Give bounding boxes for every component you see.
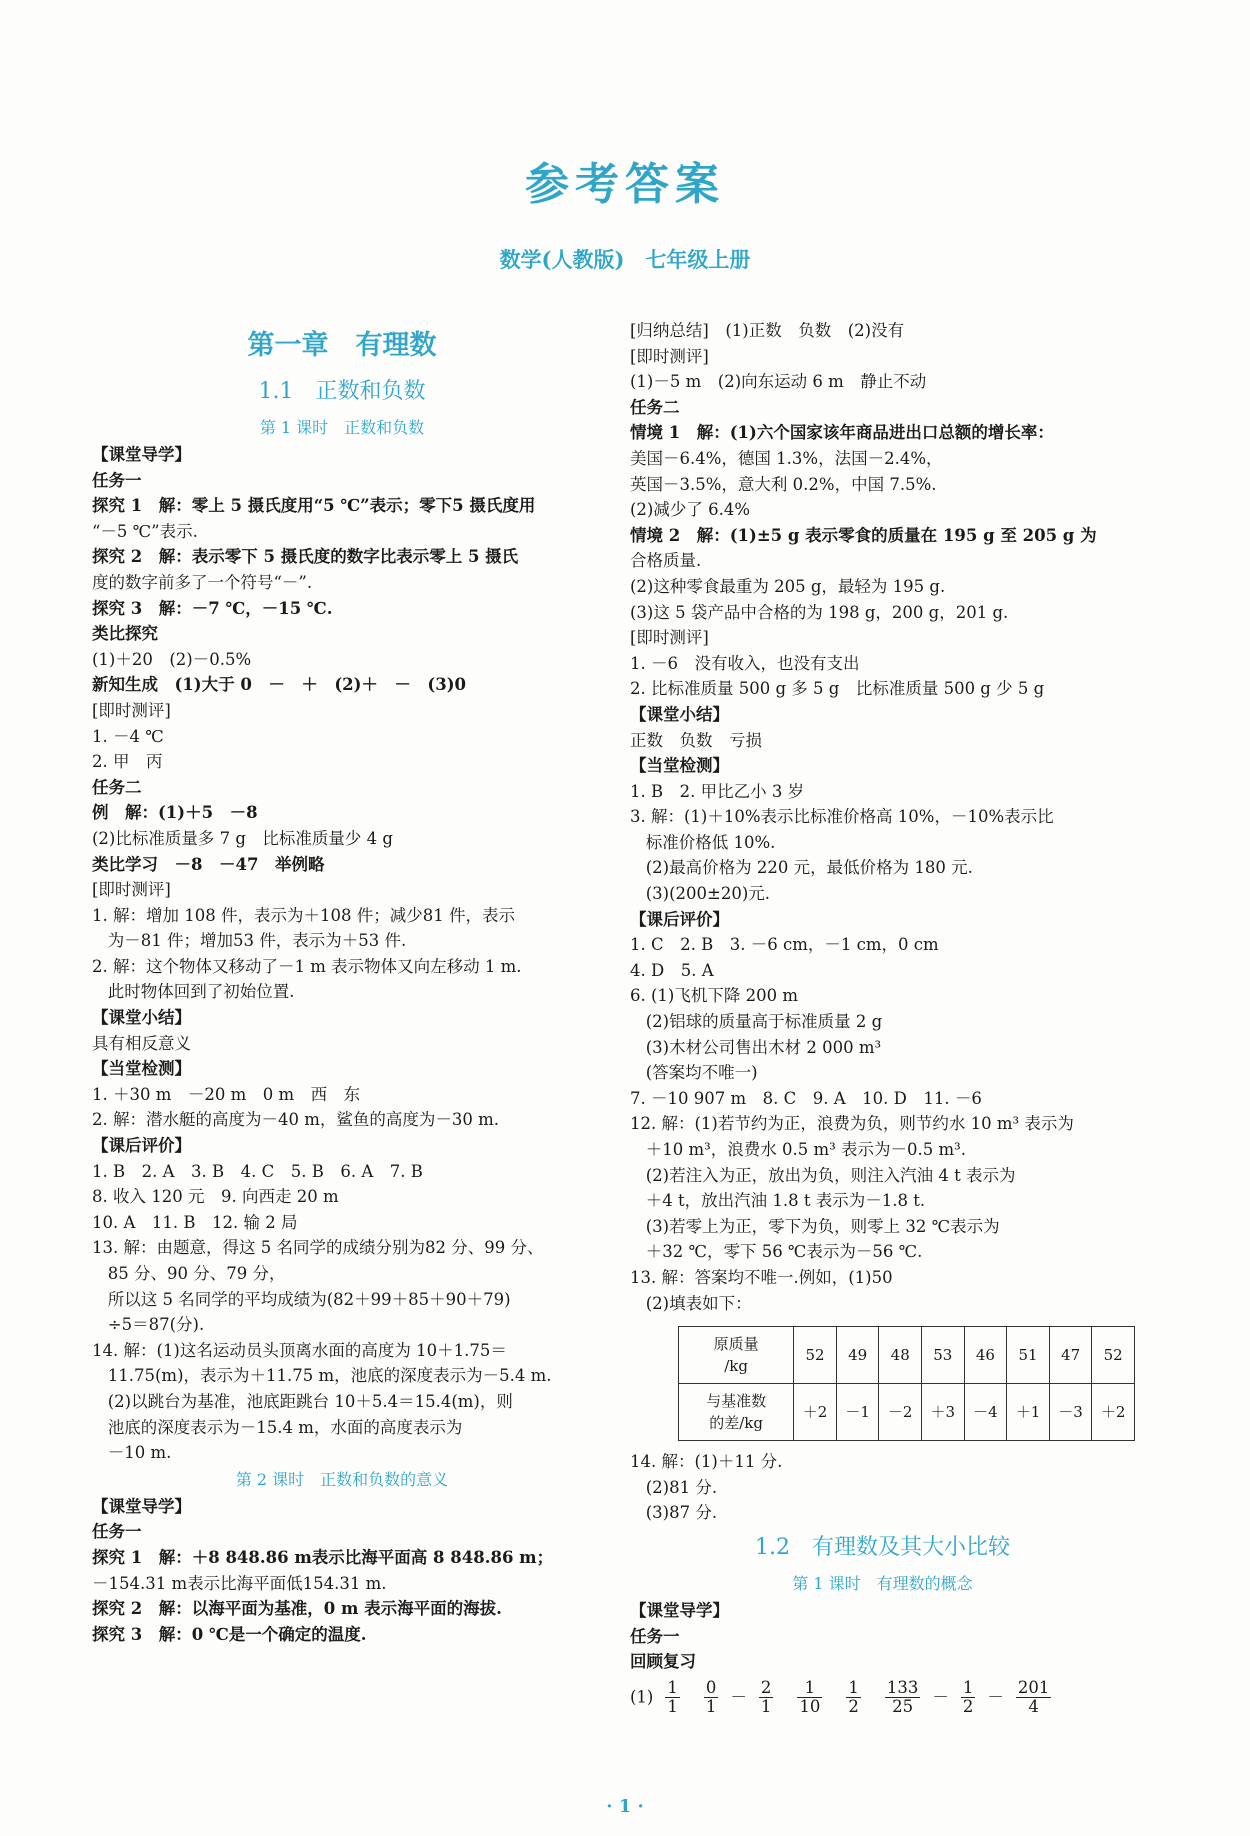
answer-line: 【课后评价】 bbox=[92, 1136, 191, 1156]
lesson-heading: 第 1 课时 正数和负数 bbox=[259, 418, 425, 437]
answer-line: 新知生成 (1)大于 0 － ＋ (2)＋ － (3)0 bbox=[92, 675, 466, 695]
fraction bbox=[759, 1679, 774, 1716]
answer-line: 此时物体回到了初始位置. bbox=[92, 982, 295, 1002]
fraction-denominator: 1 bbox=[705, 1696, 717, 1716]
answer-line: ＋10 m³，浪费水 0.5 m³ 表示为－0.5 m³. bbox=[630, 1140, 966, 1159]
answer-block bbox=[92, 1494, 592, 1648]
answer-line: －154.31 m表示比海平面低154.31 m. bbox=[92, 1573, 387, 1593]
answer-line: 11.75(m)，表示为＋11.75 m，池底的深度表示为－5.4 m. bbox=[92, 1366, 552, 1386]
fraction-sign: (1) bbox=[630, 1687, 654, 1707]
answer-line: 任务一 bbox=[630, 1626, 680, 1646]
answer-line: (2)填表如下： bbox=[630, 1293, 752, 1313]
answer-line: 2. 解：这个物体又移动了－1 m 表示物体又向左移动 1 m. bbox=[92, 956, 522, 976]
table-cell: 48 bbox=[879, 1327, 922, 1384]
table-cell: －2 bbox=[879, 1384, 922, 1441]
fraction-denominator: 1 bbox=[667, 1696, 678, 1716]
answer-line: 【课堂导学】 bbox=[630, 1600, 729, 1620]
answer-line: 探究 1 解：零上 5 摄氏度用“5 ℃”表示；零下5 摄氏度用 bbox=[92, 496, 536, 516]
answer-line: “－5 ℃”表示. bbox=[92, 521, 198, 541]
answer-line: 回顾复习 bbox=[630, 1652, 696, 1672]
answer-line: 2. 甲 丙 bbox=[92, 752, 163, 772]
fraction-numerator: 1 bbox=[667, 1677, 678, 1697]
fraction-denominator: 2 bbox=[848, 1696, 859, 1716]
answer-line: 探究 1 解：＋8 848.86 m表示比海平面高 8 848.86 m； bbox=[92, 1547, 554, 1567]
answer-line: (3)若零上为正，零下为负，则零上 32 ℃表示为 bbox=[630, 1216, 1000, 1236]
answer-line: 1. ＋30 m －20 m 0 m 西 东 bbox=[92, 1084, 361, 1104]
answer-line: 【课堂导学】 bbox=[92, 445, 191, 464]
answer-block bbox=[630, 1598, 1135, 1675]
table-cell: 53 bbox=[922, 1327, 965, 1384]
answer-line: 【课堂小结】 bbox=[92, 1008, 191, 1028]
answer-line: (2)以跳台为基准，池底距跳台 10＋5.4＝15.4(m)，则 bbox=[92, 1391, 513, 1411]
answer-line: (3)木材公司售出木材 2 000 m³ bbox=[630, 1037, 882, 1057]
fraction-denominator: 4 bbox=[1028, 1696, 1039, 1716]
answer-line: [即时测评] bbox=[630, 346, 709, 366]
answer-line: 任务二 bbox=[92, 777, 142, 797]
answer-line: (答案均不唯一) bbox=[630, 1063, 758, 1083]
table-cell: 52 bbox=[1092, 1327, 1135, 1384]
answer-line: 具有相反意义 bbox=[92, 1033, 191, 1053]
answer-line: 【课堂导学】 bbox=[92, 1496, 191, 1516]
fraction bbox=[885, 1679, 921, 1716]
answer-line: 度的数字前多了一个符号“－”. bbox=[92, 572, 313, 592]
fraction bbox=[961, 1679, 976, 1716]
answer-line: ÷5＝87(分). bbox=[92, 1315, 205, 1335]
answer-line: (2)铝球的质量高于标准质量 2 g bbox=[630, 1012, 883, 1032]
answer-line: 所以这 5 名同学的平均成绩为(82＋99＋85＋90＋79) bbox=[92, 1289, 511, 1309]
answer-line: 3. 解：(1)＋10%表示比标准价格高 10%，－10%表示比 bbox=[630, 807, 1054, 827]
answer-line: 【课后评价】 bbox=[630, 909, 729, 929]
answer-line: (2)减少了 6.4% bbox=[630, 500, 751, 520]
table-row bbox=[679, 1384, 1135, 1441]
fraction-numerator: 201 bbox=[1017, 1677, 1050, 1697]
fraction bbox=[1016, 1679, 1052, 1716]
answer-line: 池底的深度表示为－15.4 m，水面的高度表示为 bbox=[92, 1417, 463, 1437]
answer-line: 14. 解：(1)这名运动员头顶离水面的高度为 10＋1.75＝ bbox=[92, 1340, 507, 1360]
answer-line: 任务一 bbox=[92, 1522, 142, 1542]
answer-line: 14. 解：(1)＋11 分. bbox=[630, 1452, 783, 1472]
fraction-denominator: 25 bbox=[892, 1696, 914, 1716]
table-cell: ＋1 bbox=[1007, 1384, 1050, 1441]
chapter-heading: 第一章 有理数 bbox=[247, 330, 437, 361]
table-cell: 46 bbox=[964, 1327, 1007, 1384]
fraction bbox=[665, 1679, 680, 1716]
answer-line: 例 解：(1)＋5 －8 bbox=[92, 803, 258, 823]
answer-line: [即时测评] bbox=[92, 700, 171, 720]
answer-line: (2)若注入为正，放出为负，则注入汽油 4 t 表示为 bbox=[630, 1165, 1016, 1185]
page-number: · 1 · bbox=[606, 1796, 644, 1817]
fraction-denominator: 1 bbox=[760, 1696, 772, 1716]
answer-line: (3)(200±20)元. bbox=[630, 884, 771, 904]
answer-line: 85 分、90 分、79 分， bbox=[92, 1264, 286, 1283]
answer-line: 美国－6.4%，德国 1.3%，法国－2.4%， bbox=[630, 448, 943, 468]
lesson-heading: 第 2 课时 正数和负数的意义 bbox=[235, 1469, 449, 1489]
answer-line: 1. C 2. B 3. －6 cm，－1 cm，0 cm bbox=[630, 935, 939, 955]
answer-line: 1. B 2. A 3. B 4. C 5. B 6. A 7. B bbox=[92, 1161, 423, 1181]
table-cell: －3 bbox=[1049, 1384, 1092, 1441]
answer-line: 【课堂小结】 bbox=[630, 704, 729, 724]
fraction-numerator: 133 bbox=[886, 1677, 919, 1697]
lesson-heading: 第 1 课时 有理数的概念 bbox=[792, 1573, 973, 1593]
fraction-numerator: 1 bbox=[848, 1677, 859, 1697]
table-header-cell: 原质量 /kg bbox=[679, 1327, 794, 1384]
section-heading: 1.2 有理数及其大小比较 bbox=[755, 1534, 1010, 1560]
table-cell: 52 bbox=[794, 1327, 837, 1384]
fraction-numerator: 1 bbox=[962, 1677, 974, 1697]
answer-line: 7. －10 907 m 8. C 9. A 10. D 11. －6 bbox=[630, 1088, 982, 1108]
answer-line: 1. －4 ℃ bbox=[92, 726, 164, 746]
section-heading: 1.1 正数和负数 bbox=[258, 379, 426, 404]
left-column bbox=[92, 318, 592, 1647]
answer-line: 探究 3 解：0 ℃是一个确定的温度. bbox=[92, 1624, 367, 1644]
answer-line: 合格质量. bbox=[630, 551, 702, 571]
answer-line: (1)＋20 (2)－0.5% bbox=[92, 649, 252, 669]
answer-line: ＋4 t，放出汽油 1.8 t 表示为－1.8 t. bbox=[630, 1191, 926, 1211]
answer-line: 13. 解：答案均不唯一.例如，(1)50 bbox=[630, 1267, 893, 1287]
answer-line: 情境 1 解：(1)六个国家该年商品进出口总额的增长率： bbox=[630, 423, 1054, 443]
table-cell: ＋2 bbox=[1092, 1384, 1135, 1441]
answer-line: 标准价格低 10%. bbox=[630, 832, 776, 852]
answer-line: 10. A 11. B 12. 输 2 局 bbox=[92, 1212, 298, 1232]
fraction-numerator: 0 bbox=[705, 1677, 717, 1697]
table-cell: 47 bbox=[1049, 1327, 1092, 1384]
answer-line: [即时测评] bbox=[92, 880, 171, 900]
answer-line: 6. (1)飞机下降 200 m bbox=[630, 986, 798, 1006]
answer-line: 2. 解：潜水艇的高度为－40 m，鲨鱼的高度为－30 m. bbox=[92, 1110, 500, 1130]
answer-line: 8. 收入 120 元 9. 向西走 20 m bbox=[92, 1187, 339, 1207]
right-column bbox=[630, 318, 1135, 1716]
fraction-sign: － bbox=[932, 1687, 949, 1707]
answer-line: 类比学习 －8 －47 举例略 bbox=[92, 854, 325, 874]
answer-line: (3)这 5 袋产品中合格的为 198 g，200 g，201 g. bbox=[630, 602, 1009, 622]
answer-line: 探究 2 解：表示零下 5 摄氏度的数字比表示零上 5 摄氏 bbox=[92, 547, 519, 567]
answer-line: [归纳总结] (1)正数 负数 (2)没有 bbox=[630, 321, 905, 340]
answer-line: 任务一 bbox=[92, 470, 142, 490]
fraction-list bbox=[630, 1679, 1135, 1716]
fraction-sign: － bbox=[730, 1687, 747, 1707]
answer-line: 为－81 件；增加53 件，表示为＋53 件. bbox=[92, 931, 407, 951]
answer-line: 4. D 5. A bbox=[630, 960, 714, 980]
fraction-sign: － bbox=[987, 1687, 1004, 1707]
table-cell: ＋2 bbox=[794, 1384, 837, 1441]
answer-line: 类比探究 bbox=[92, 624, 158, 644]
answer-block bbox=[630, 1449, 1135, 1526]
table-cell: 51 bbox=[1007, 1327, 1050, 1384]
answer-line: (2)比标准质量多 7 g 比标准质量少 4 g bbox=[92, 828, 393, 848]
table-cell: ＋3 bbox=[922, 1384, 965, 1441]
answer-block bbox=[92, 442, 592, 1466]
table-row bbox=[679, 1327, 1135, 1384]
answer-line: 探究 3 解：－7 ℃，－15 ℃. bbox=[92, 598, 333, 618]
fraction-denominator: 2 bbox=[962, 1696, 974, 1716]
answer-line: －10 m. bbox=[92, 1443, 172, 1463]
answer-line: (2)这种零食最重为 205 g，最轻为 195 g. bbox=[630, 576, 946, 596]
answer-line: (1)－5 m (2)向东运动 6 m 静止不动 bbox=[630, 372, 927, 392]
data-table bbox=[678, 1326, 1135, 1441]
answer-line: 【当堂检测】 bbox=[92, 1059, 191, 1079]
answer-line: (2)81 分. bbox=[630, 1477, 718, 1497]
answer-line: 1. －6 没有收入，也没有支出 bbox=[630, 653, 860, 673]
answer-line: (2)最高价格为 220 元，最低价格为 180 元. bbox=[630, 858, 973, 878]
answer-line: 1. 解：增加 108 件，表示为＋108 件；减少81 件，表示 bbox=[92, 905, 515, 925]
answer-line: 2. 比标准质量 500 g 多 5 g 比标准质量 500 g 少 5 g bbox=[630, 679, 1045, 699]
answer-line: 任务二 bbox=[630, 397, 680, 417]
answer-line: [即时测评] bbox=[630, 628, 709, 648]
answer-line: 1. B 2. 甲比乙小 3 岁 bbox=[630, 781, 805, 801]
table-header-cell: 与基准数 的差/kg bbox=[679, 1384, 794, 1441]
answer-line: 【当堂检测】 bbox=[630, 756, 729, 776]
table-cell: 49 bbox=[836, 1327, 879, 1384]
fraction-numerator: 1 bbox=[797, 1679, 822, 1698]
table-cell: －1 bbox=[836, 1384, 879, 1441]
fraction bbox=[704, 1679, 719, 1716]
answer-line: 正数 负数 亏损 bbox=[630, 730, 762, 750]
fraction-denominator: 10 bbox=[799, 1696, 821, 1716]
answer-line: 12. 解：(1)若节约为正，浪费为负，则节约水 10 m³ 表示为 bbox=[630, 1114, 1074, 1134]
answer-line: (3)87 分. bbox=[630, 1503, 718, 1523]
answer-block bbox=[630, 318, 1135, 1316]
fraction bbox=[846, 1679, 861, 1716]
book-subtitle: 数学(人教版) 七年级上册 bbox=[499, 247, 751, 272]
fraction-numerator: 2 bbox=[760, 1677, 772, 1697]
table-cell: －4 bbox=[964, 1384, 1007, 1441]
answer-line: 探究 2 解：以海平面为基准，0 m 表示海平面的海拔. bbox=[92, 1599, 502, 1619]
answer-line: 情境 2 解：(1)±5 g 表示零食的质量在 195 g 至 205 g 为 bbox=[630, 525, 1097, 545]
answer-line: 13. 解：由题意，得这 5 名同学的成绩分别为82 分、99 分、 bbox=[92, 1238, 544, 1258]
answer-line: 英国－3.5%，意大利 0.2%，中国 7.5%. bbox=[630, 474, 937, 494]
answer-line: ＋32 ℃，零下 56 ℃表示为－56 ℃. bbox=[630, 1242, 923, 1262]
page-title: 参考答案 bbox=[525, 159, 725, 210]
fraction bbox=[797, 1679, 822, 1716]
